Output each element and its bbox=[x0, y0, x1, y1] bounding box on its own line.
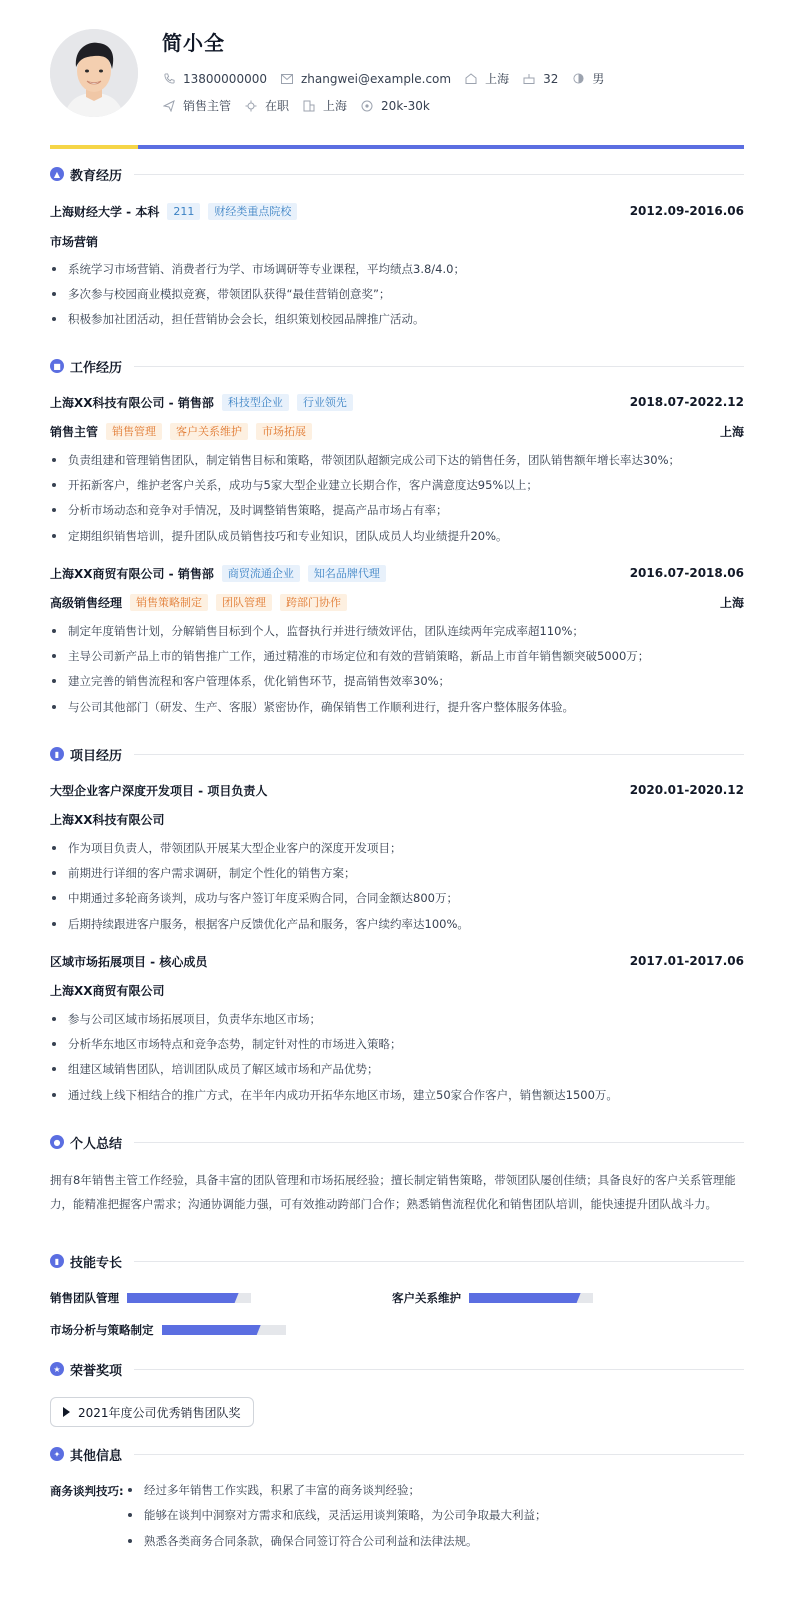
section-title: 项目经历 bbox=[70, 748, 123, 764]
section-divider bbox=[134, 174, 744, 175]
project-name: 区域市场拓展项目 - 核心成员 bbox=[50, 954, 208, 969]
skill-name: 市场分析与策略制定 bbox=[50, 1323, 154, 1337]
list-item: 主导公司新产品上市的销售推广工作，通过精准的市场定位和有效的营销策略，新品上市首年销售额突破5000万； bbox=[50, 647, 744, 665]
skill-name: 销售团队管理 bbox=[50, 1291, 119, 1305]
skill-tag: 销售策略制定 bbox=[130, 594, 208, 611]
skill-item bbox=[50, 1290, 251, 1306]
section-title: 技能专长 bbox=[70, 1255, 123, 1271]
salary-item bbox=[361, 99, 430, 113]
salary-value: 20k-30k bbox=[381, 98, 430, 113]
job-role: 销售主管 bbox=[50, 424, 99, 439]
list-item: 定期组织销售培训，提升团队成员销售技巧和专业知识，团队成员人均业绩提升20%。 bbox=[50, 527, 744, 545]
company-tag: 行业领先 bbox=[297, 394, 353, 411]
candidate-name: 简小全 bbox=[162, 31, 225, 55]
list-item: 积极参加社团活动，担任营销协会会长，组织策划校园品牌推广活动。 bbox=[50, 310, 744, 328]
project-header bbox=[50, 781, 744, 799]
home-icon bbox=[465, 73, 477, 85]
section-divider bbox=[134, 1261, 744, 1262]
avatar bbox=[50, 29, 138, 117]
list-item: 负责组建和管理销售团队，制定销售目标和策略，带领团队超额完成公司下达的销售任务，团队销售额年增长率达30%； bbox=[50, 451, 744, 469]
bar-chart-icon: ▮ bbox=[50, 1254, 64, 1268]
skill-level-fill bbox=[162, 1325, 261, 1335]
job-location: 上海 bbox=[719, 595, 744, 610]
skill-level-fill bbox=[127, 1293, 239, 1303]
job-role-row bbox=[50, 422, 744, 440]
money-icon bbox=[361, 100, 373, 112]
list-item: 熟悉各类商务合同条款，确保合同签订符合公司利益和法律法规。 bbox=[128, 1532, 478, 1550]
skill-tag: 市场拓展 bbox=[256, 423, 312, 440]
project-date: 2017.01-2017.06 bbox=[629, 954, 744, 968]
send-icon bbox=[163, 100, 175, 112]
skill-level-fill bbox=[469, 1293, 581, 1303]
section-summary-header bbox=[50, 1133, 744, 1151]
trophy-icon: ★ bbox=[50, 1362, 64, 1376]
building-icon bbox=[303, 100, 315, 112]
section-divider bbox=[134, 754, 744, 755]
job-role: 高级销售经理 bbox=[50, 595, 123, 610]
education-date: 2012.09-2016.06 bbox=[629, 204, 744, 218]
header-divider-accent bbox=[50, 145, 138, 149]
phone-item bbox=[163, 72, 267, 86]
list-item: 开拓新客户，维护老客户关系，成功与5家大型企业建立长期合作，客户满意度达95%以上； bbox=[50, 476, 744, 494]
info-icon: ✦ bbox=[50, 1447, 64, 1461]
award-item bbox=[50, 1397, 254, 1427]
hometown-value: 上海 bbox=[485, 72, 510, 86]
summary-text: 拥有8年销售主管工作经验，具备丰富的团队管理和市场拓展经验；擅长制定销售策略，带领团队屡创佳绩；具备良好的客户关系管理能力，能精准把握客户需求；沟通协调能力强，可有效推动跨部门合作；熟悉销售流程优化和销售团队培训，能快速提升团队战斗力。 bbox=[50, 1173, 736, 1211]
graduation-cap-icon: ▲ bbox=[50, 167, 64, 181]
contact-row bbox=[163, 70, 618, 87]
education-major bbox=[50, 232, 744, 250]
phone-value: 13800000000 bbox=[183, 71, 267, 86]
phone-icon bbox=[163, 73, 175, 85]
school-name: 上海财经大学 - 本科 bbox=[50, 204, 160, 219]
section-divider bbox=[134, 1454, 744, 1455]
gender-value: 男 bbox=[592, 72, 605, 86]
section-divider bbox=[134, 1142, 744, 1143]
skill-level-bar bbox=[127, 1293, 251, 1303]
list-item: 分析市场动态和竞争对手情况，及时调整销售策略，提高产品市场占有率； bbox=[50, 501, 744, 519]
section-divider bbox=[134, 1369, 744, 1370]
company-tag: 科技型企业 bbox=[222, 394, 289, 411]
list-item: 系统学习市场营销、消费者行为学、市场调研等专业课程，平均绩点3.8/4.0； bbox=[50, 260, 744, 278]
list-item: 组建区域销售团队，培训团队成员了解区域市场和产品优势； bbox=[50, 1060, 744, 1078]
status-item bbox=[245, 97, 289, 114]
section-work-header bbox=[50, 357, 744, 375]
gender-icon bbox=[572, 73, 584, 85]
section-title: 工作经历 bbox=[70, 360, 123, 376]
list-item: 参与公司区域市场拓展项目，负责华东地区市场； bbox=[50, 1010, 744, 1028]
project-name: 大型企业客户深度开发项目 - 项目负责人 bbox=[50, 783, 268, 798]
age-item bbox=[523, 72, 558, 86]
section-title: 个人总结 bbox=[70, 1136, 123, 1152]
skill-tag: 团队管理 bbox=[216, 594, 272, 611]
section-title: 荣誉奖项 bbox=[70, 1363, 123, 1379]
section-honors-header bbox=[50, 1360, 744, 1378]
project-company-row bbox=[50, 981, 744, 999]
other-label: 商务谈判技巧: bbox=[50, 1484, 124, 1498]
school-tag: 211 bbox=[167, 203, 200, 220]
list-item: 经过多年销售工作实践，积累了丰富的商务谈判经验； bbox=[128, 1481, 420, 1499]
school-tag: 财经类重点院校 bbox=[208, 203, 297, 220]
job-header bbox=[50, 564, 744, 582]
position-value: 销售主管 bbox=[183, 99, 232, 113]
award-name: 2021年度公司优秀销售团队奖 bbox=[78, 1405, 241, 1420]
skill-tag: 跨部门协作 bbox=[280, 594, 347, 611]
list-item: 多次参与校园商业模拟竞赛，带领团队获得“最佳营销创意奖”； bbox=[50, 285, 744, 303]
section-education-header bbox=[50, 165, 744, 183]
skill-tag: 销售管理 bbox=[106, 423, 162, 440]
section-title: 教育经历 bbox=[70, 168, 123, 184]
list-item: 通过线上线下相结合的推广方式，在半年内成功开拓华东地区市场，建立50家合作客户，销售额达1500万。 bbox=[50, 1086, 744, 1104]
mail-icon bbox=[281, 73, 293, 85]
avatar-portrait-image bbox=[50, 29, 138, 117]
list-item: 后期持续跟进客户服务，根据客户反馈优化产品和服务，客户续约率达100%。 bbox=[50, 915, 744, 933]
city-item bbox=[303, 97, 347, 114]
section-divider bbox=[134, 366, 744, 367]
company-tag: 知名品牌代理 bbox=[308, 565, 386, 582]
play-triangle-icon bbox=[63, 1407, 70, 1417]
skill-level-bar bbox=[162, 1325, 286, 1335]
job-location: 上海 bbox=[719, 424, 744, 439]
list-item: 与公司其他部门（研发、生产、客服）紧密协作，确保销售工作顺利进行，提升客户整体服务体验。 bbox=[50, 698, 744, 716]
job-role-row bbox=[50, 593, 744, 611]
project-company: 上海XX科技有限公司 bbox=[50, 812, 165, 827]
city-value: 上海 bbox=[323, 99, 348, 113]
chart-icon: ▮ bbox=[50, 747, 64, 761]
list-item: 能够在谈判中洞察对方需求和底线，灵活运用谈判策略，为公司争取最大利益； bbox=[128, 1506, 547, 1524]
project-header bbox=[50, 952, 744, 970]
education-entry-header bbox=[50, 202, 744, 220]
list-item: 前期进行详细的客户需求调研，制定个性化的销售方案； bbox=[50, 864, 744, 882]
hometown-item bbox=[465, 70, 509, 87]
list-item: 作为项目负责人，带领团队开展某大型企业客户的深度开发项目； bbox=[50, 839, 744, 857]
project-company-row bbox=[50, 810, 744, 828]
skill-item bbox=[392, 1290, 593, 1306]
header-divider-bar bbox=[50, 145, 744, 149]
list-item: 制定年度销售计划，分解销售目标到个人，监督执行并进行绩效评估，团队连续两年完成率超110%； bbox=[50, 622, 744, 640]
section-title: 其他信息 bbox=[70, 1448, 123, 1464]
age-value: 32 bbox=[543, 71, 559, 86]
company-tag: 商贸流通企业 bbox=[222, 565, 300, 582]
section-skills-header bbox=[50, 1252, 744, 1270]
briefcase-icon: ■ bbox=[50, 359, 64, 373]
list-item: 建立完善的销售流程和客户管理体系，优化销售环节，提高销售效率30%； bbox=[50, 672, 744, 690]
major-name: 市场营销 bbox=[50, 234, 99, 249]
position-item bbox=[163, 97, 231, 114]
cake-icon bbox=[523, 73, 535, 85]
email-item bbox=[281, 72, 451, 86]
list-item: 分析华东地区市场特点和竞争态势，制定针对性的市场进入策略； bbox=[50, 1035, 744, 1053]
email-value: zhangwei@example.com bbox=[300, 71, 452, 86]
job-header bbox=[50, 393, 744, 411]
gender-item bbox=[572, 70, 604, 87]
project-company: 上海XX商贸有限公司 bbox=[50, 983, 165, 998]
job-date: 2018.07-2022.12 bbox=[629, 395, 744, 409]
job-intent-row bbox=[163, 97, 444, 114]
section-projects-header bbox=[50, 745, 744, 763]
user-icon: ● bbox=[50, 1135, 64, 1149]
company-name: 上海XX科技有限公司 - 销售部 bbox=[50, 395, 214, 410]
job-date: 2016.07-2018.06 bbox=[629, 566, 744, 580]
company-name: 上海XX商贸有限公司 - 销售部 bbox=[50, 566, 214, 581]
skill-tag: 客户关系维护 bbox=[170, 423, 248, 440]
status-value: 在职 bbox=[265, 99, 290, 113]
skill-item bbox=[50, 1322, 286, 1338]
project-date: 2020.01-2020.12 bbox=[629, 783, 744, 797]
skill-level-bar bbox=[469, 1293, 593, 1303]
list-item: 中期通过多轮商务谈判，成功与客户签订年度采购合同，合同金额达800万； bbox=[50, 889, 744, 907]
status-icon bbox=[245, 100, 257, 112]
section-other-header bbox=[50, 1445, 744, 1463]
skill-name: 客户关系维护 bbox=[392, 1291, 461, 1305]
